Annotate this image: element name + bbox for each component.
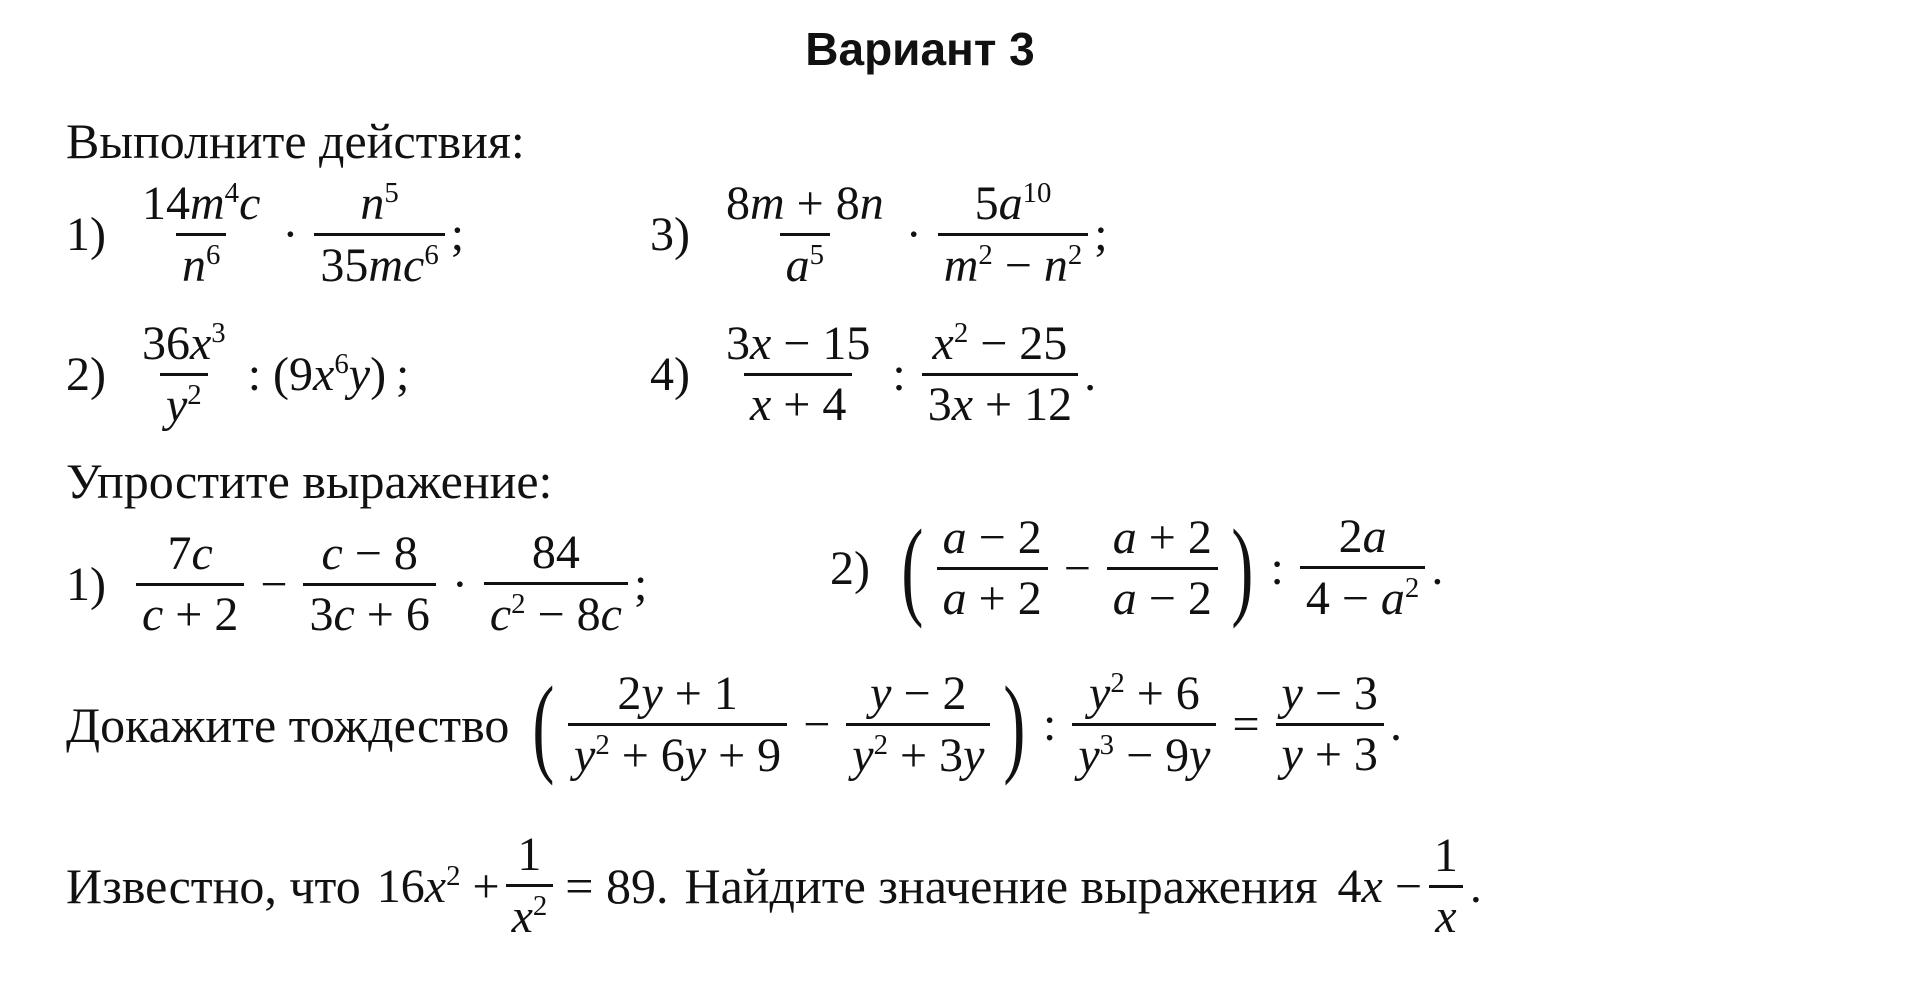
fraction: $\frac{14m^4c}{n^6}$ bbox=[141, 177, 261, 293]
task-end: . bbox=[1084, 347, 1097, 401]
task2-1: 1) $\frac{7c}{c + 2}$ − $\frac{c - 8}{3c + 6}$ · $\frac{84}{c^2 - 8c}$ ; bbox=[66, 526, 648, 642]
fraction: $\frac{a + 2}{a - 2}$ bbox=[1107, 513, 1218, 625]
task3: Докажите тождество ( $\frac{2y + 1}{y^2 + 6y + 9}$ − $\frac{y - 2}{y^2 + 3y}$ ) : $\frac{y^2 + 6}{y^3 - 9y}$ = $\frac{y - 3}{y + 3}$ . bbox=[66, 663, 1402, 786]
task-label: 1) bbox=[66, 208, 106, 262]
fraction: $\frac{y - 2}{y^2 + 3y}$ bbox=[846, 669, 990, 782]
fraction: $\frac{1}{x^2}$ bbox=[506, 830, 554, 943]
task4-text-before: Известно, что bbox=[66, 858, 361, 915]
task1-4: 4) $\frac{3x - 15}{x + 4}$ : $\frac{x^2 - 25}{3x + 12}$ . bbox=[650, 316, 1097, 432]
fraction: $\frac{n^5}{35mc^6}$ bbox=[314, 178, 444, 292]
task3-text: Докажите тождество bbox=[66, 696, 510, 753]
task1-1: 1) $\frac{14m^4c}{n^6}$ · $\frac{n^5}{35mc^6}$ ; bbox=[66, 177, 465, 293]
fraction: $\frac{8m + 8n}{a^5}$ bbox=[725, 176, 884, 292]
fraction: $\frac{3x - 15}{x + 4}$ bbox=[725, 316, 871, 431]
fraction: $\frac{x^2 - 25}{3x + 12}$ bbox=[922, 318, 1078, 431]
task4-text-after: Найдите значение выражения bbox=[684, 858, 1318, 915]
fraction: $\frac{5a^{10}}{m^2 - n^2}$ bbox=[938, 178, 1089, 292]
task-end: ; bbox=[1094, 208, 1108, 262]
task1-3: 3) $\frac{8m + 8n}{a^5}$ · $\frac{5a^{10}}{m^2 - n^2}$ ; bbox=[650, 176, 1108, 293]
task-end: ; bbox=[450, 208, 465, 262]
fraction: $\frac{y^2 + 6}{y^3 - 9y}$ bbox=[1072, 668, 1216, 782]
task2-2: 2) ( $\frac{a - 2}{a + 2}$ − $\frac{a + 2}{a - 2}$ ) : $\frac{2a}{4 - a^2}$ . bbox=[830, 507, 1444, 630]
fraction: $\frac{1}{x}$ bbox=[1428, 831, 1464, 943]
task-label: 1) bbox=[66, 557, 106, 611]
task1-2: 2) $\frac{36x^3}{y^2}$ : $(9x^6y)$ ; bbox=[66, 317, 410, 433]
section1-heading: Выполните действия: bbox=[66, 113, 525, 169]
variant-title: Вариант 3 bbox=[805, 23, 1035, 75]
section2-heading: Упростите выражение: bbox=[66, 453, 553, 509]
task4-equals: = 89. bbox=[565, 858, 669, 915]
fraction: $\frac{84}{c^2 - 8c}$ bbox=[484, 528, 628, 641]
fraction: $\frac{2y + 1}{y^2 + 6y + 9}$ bbox=[568, 669, 787, 782]
task-label: 3) bbox=[650, 208, 690, 262]
fraction: $\frac{2a}{4 - a^2}$ bbox=[1300, 512, 1425, 625]
task-label: 4) bbox=[650, 347, 690, 401]
task-end: . bbox=[1431, 541, 1444, 595]
task-label: 2) bbox=[66, 348, 106, 402]
task-end: . bbox=[1389, 698, 1402, 752]
fraction: $\frac{7c}{c + 2}$ bbox=[136, 529, 244, 641]
fraction: $\frac{c - 8}{3c + 6}$ bbox=[303, 529, 435, 641]
task-label: 2) bbox=[830, 541, 870, 595]
task4: Известно, что $16x^2$ + $\frac{1}{x^2}$ = 89. Найдите значение выражения 4x − $\frac{1}{x}$ . bbox=[66, 828, 1482, 944]
fraction: $\frac{y - 3}{y + 3}$ bbox=[1276, 669, 1384, 781]
fraction: $\frac{36x^3}{y^2}$ bbox=[141, 317, 226, 433]
fraction: $\frac{a - 2}{a + 2}$ bbox=[937, 513, 1048, 625]
task-end: ; bbox=[633, 557, 648, 611]
task-end: . bbox=[1469, 859, 1482, 913]
task-end: ; bbox=[396, 348, 410, 402]
